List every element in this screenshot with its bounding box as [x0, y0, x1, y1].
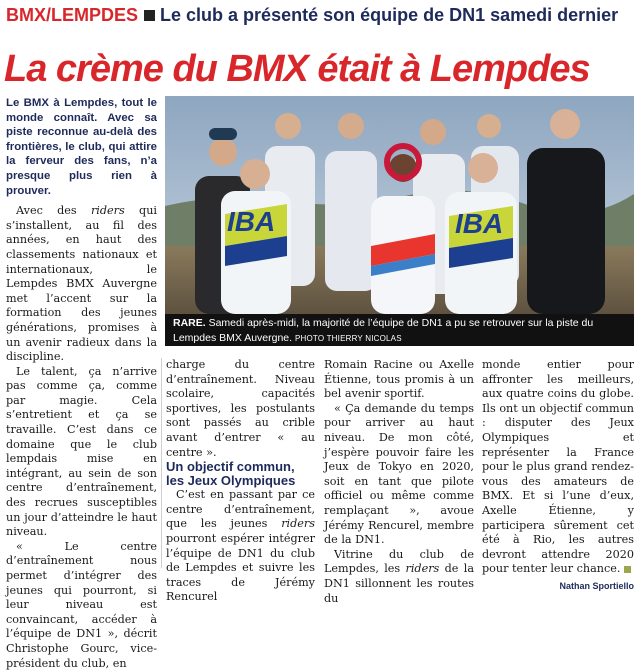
paragraph: charge du centre d’entraînement. Niveau scolaire, capacités sportives, les postulants sont passés au crible avant d’entrer « au centre ».	[166, 358, 315, 459]
end-square-icon	[624, 566, 631, 573]
photo-credit: PHOTO THIERRY NICOLAS	[295, 334, 402, 343]
author-signature: Nathan Sportiello	[559, 580, 634, 591]
headline: La crème du BMX était à Lempdes	[4, 48, 590, 90]
rubric-place: LEMPDES	[51, 5, 139, 25]
paragraph: « Ça demande du temps pour arriver au haut niveau. De mon côté, j’espère pouvoir faire les Jeux de Tokyo en 2020, soit en tant que pilote officiel ou même comme remplaçant », avoue Jérémy Rencurel, membre de la DN1.	[324, 401, 474, 547]
rubric-bmx: BMX	[6, 5, 46, 25]
team-photo	[165, 96, 634, 314]
column-3	[324, 358, 474, 605]
paragraph: Vitrine du club de Lempdes, les riders de la DN1 sillonnent les routes du	[324, 547, 474, 605]
paragraph: monde entier pour affronter les meilleurs, aux quatre coins du globe. Ils ont un objectif commun : disputer des Jeux Olympiques et représenter la France pour le plus grand rendez-vous des amateurs de BMX. Et si l’une d’eux, Axelle Étienne, y participera sûrement cet été à Rio, les autres devront attendre 2020 pour tenter leur chance.	[482, 358, 634, 576]
photo-caption	[165, 314, 634, 346]
caption-lead: RARE.	[173, 317, 206, 329]
caption-text: Samedi après-midi, la majorité de l’équipe de DN1 a pu se retrouver sur la piste du Lempdes BMX Auvergne.	[173, 317, 594, 344]
column-2	[166, 358, 315, 604]
kicker	[6, 3, 638, 27]
paragraph: Avec des riders qui s’installent, au fil des années, en haut des classements nationaux et internationaux, le Lempdes BMX Auvergne met l’accent sur la formation des jeunes générations, promises à un avenir radieux dans la discipline.	[6, 204, 157, 364]
rubric-separator: /	[46, 5, 52, 25]
kicker-text: Le club a présenté son équipe de DN1 samedi dernier	[160, 5, 619, 25]
square-bullet-icon	[144, 10, 155, 21]
jersey-logo-left: IBA	[227, 206, 276, 237]
paragraph: Le talent, ça n’arrive pas comme ça, comme par magie. Cela s’entretient et ça se travaille. C’est dans ce domaine que le club lempdais mise en intégrant, au sein de son centre d’entraînement, des recrues susceptibles un jour d’atteindre le haut niveau.	[6, 364, 157, 539]
column-1	[6, 96, 157, 670]
jersey-logo-right: IBA	[455, 208, 504, 239]
paragraph: Romain Racine ou Axelle Étienne, tous promis à un bel avenir sportif.	[324, 358, 474, 401]
paragraph: « Le centre d’entraînement nous permet d’intégrer des jeunes qui pourront, si leur niveau est convaincant, accéder à l’équipe de DN1 », décrit Christophe Gourc, vice-président du club, en	[6, 539, 157, 670]
chapeau: Le BMX à Lempdes, tout le monde connaît. Avec sa piste reconnue au-delà des frontières, le club, qui attire la ferveur des fans, n’a presque plus rien à prouver.	[6, 97, 157, 197]
paragraph: C’est en passant par ce centre d’entraînement, que les jeunes riders pourront espérer intégrer l’équipe de DN1 du club de Lempdes et suivre les traces de Jérémy Rencurel	[166, 488, 315, 604]
column-divider	[161, 358, 162, 568]
column-4	[482, 358, 634, 591]
subheading: Un objectif commun, les Jeux Olympiques	[166, 459, 296, 489]
